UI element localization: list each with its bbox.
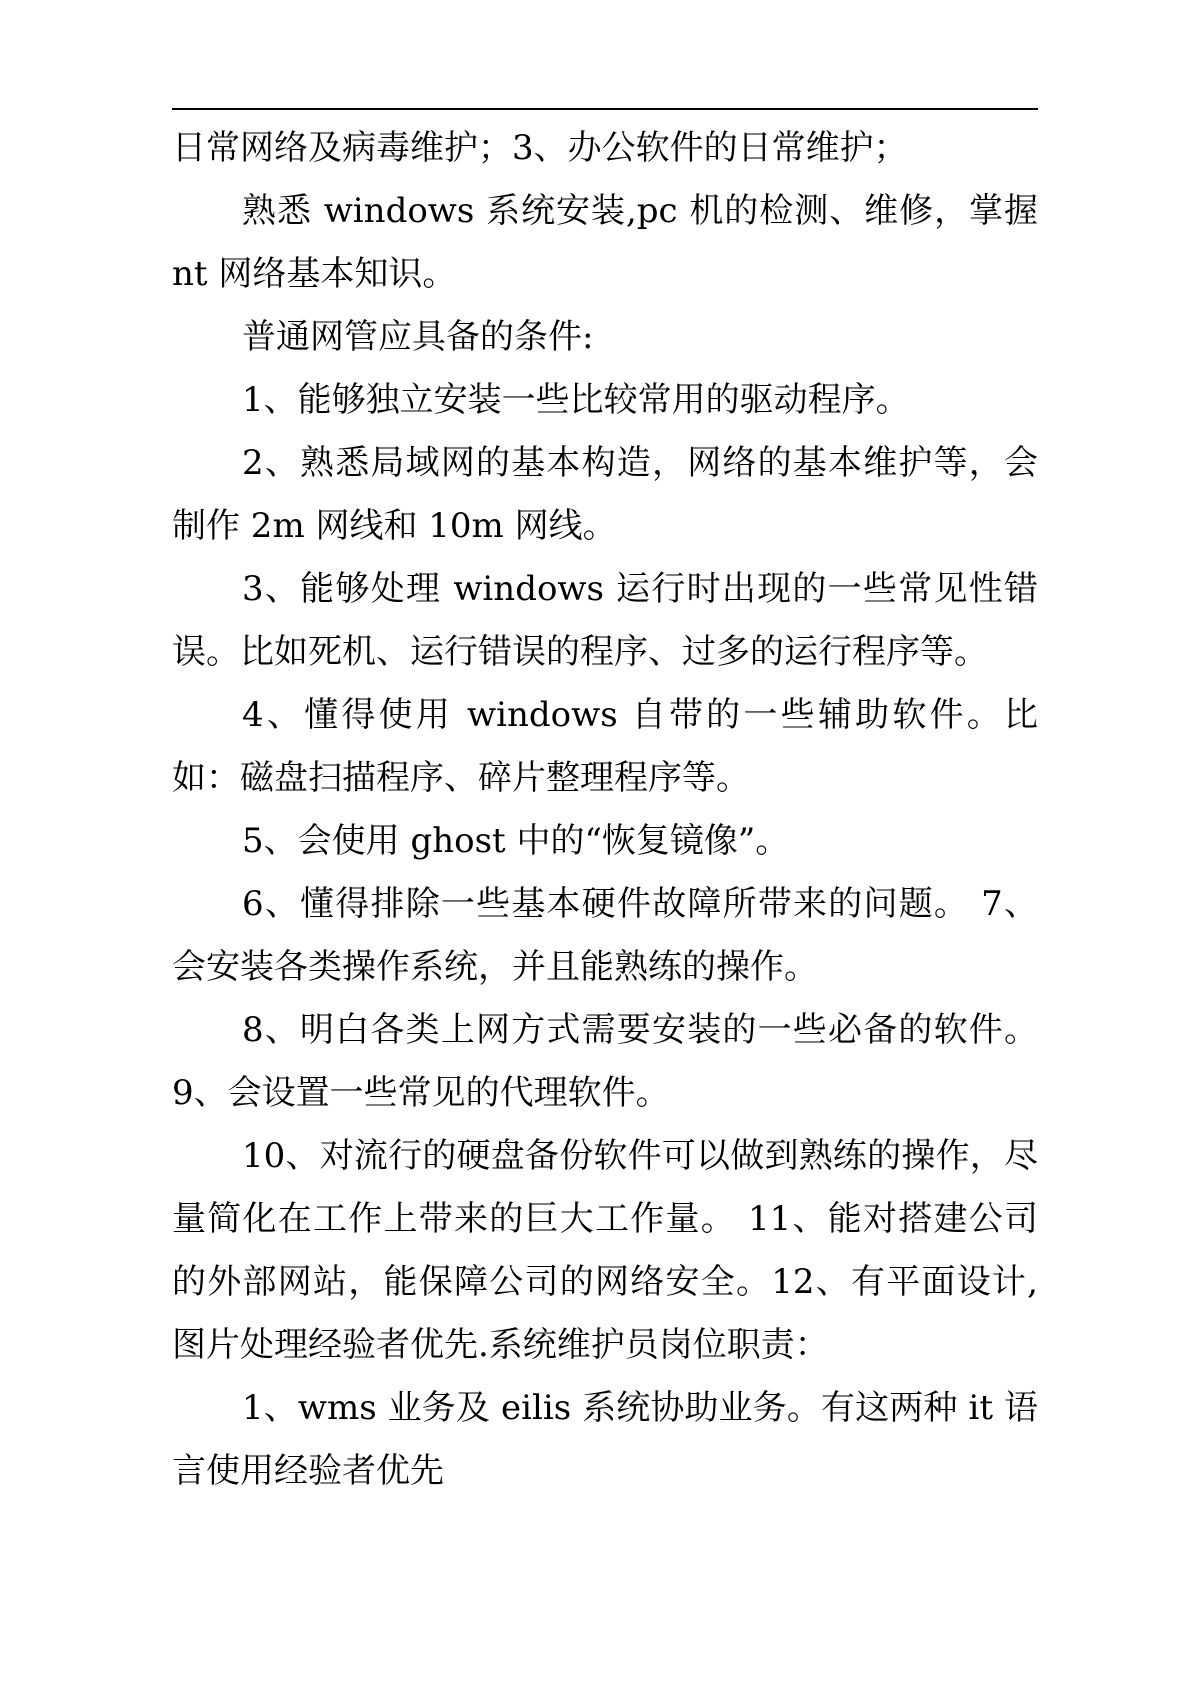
paragraph-7: 4、懂得使用 windows 自带的一些辅助软件。比如：磁盘扫描程序、碎片整理程序等。: [172, 695, 1038, 798]
paragraph-9: 6、懂得排除一些基本硬件故障所带来的问题。 7、会安装各类操作系统，并且能熟练的操作。: [172, 884, 1038, 987]
header-rule: [172, 108, 1038, 110]
paragraph-12: 1、wms 业务及 eilis 系统协助业务。有这两种 it 语言使用经验者优先: [172, 1388, 1038, 1491]
paragraph-4: 1、能够独立安装一些比较常用的驱动程序。: [242, 380, 910, 420]
paragraph-6: 3、能够处理 windows 运行时出现的一些常见性错误。比如死机、运行错误的程序、过多的运行程序等。: [172, 569, 1038, 672]
paragraph-5: 2、熟悉局域网的基本构造，网络的基本维护等，会制作 2m 网线和 10m 网线。: [172, 443, 1038, 546]
paragraph-2: 熟悉 windows 系统安装,pc 机的检测、维修，掌握 nt 网络基本知识。: [172, 191, 1038, 294]
paragraph-8: 5、会使用 ghost 中的“恢复镜像”。: [242, 821, 790, 861]
paragraph-3: 普通网管应具备的条件:: [242, 317, 594, 357]
paragraph-1: 日常网络及病毒维护；3、办公软件的日常维护；: [172, 128, 908, 168]
paragraph-10: 8、明白各类上网方式需要安装的一些必备的软件。9、会设置一些常见的代理软件。: [172, 1010, 1038, 1113]
paragraph-11: 10、对流行的硬盘备份软件可以做到熟练的操作，尽量简化在工作上带来的巨大工作量。 11、能对搭建公司的外部网站，能保障公司的网络安全。12、有平面设计,图片处理经验者优先.系统维护员岗位职责：: [172, 1136, 1038, 1365]
document-body: [172, 117, 1038, 1503]
